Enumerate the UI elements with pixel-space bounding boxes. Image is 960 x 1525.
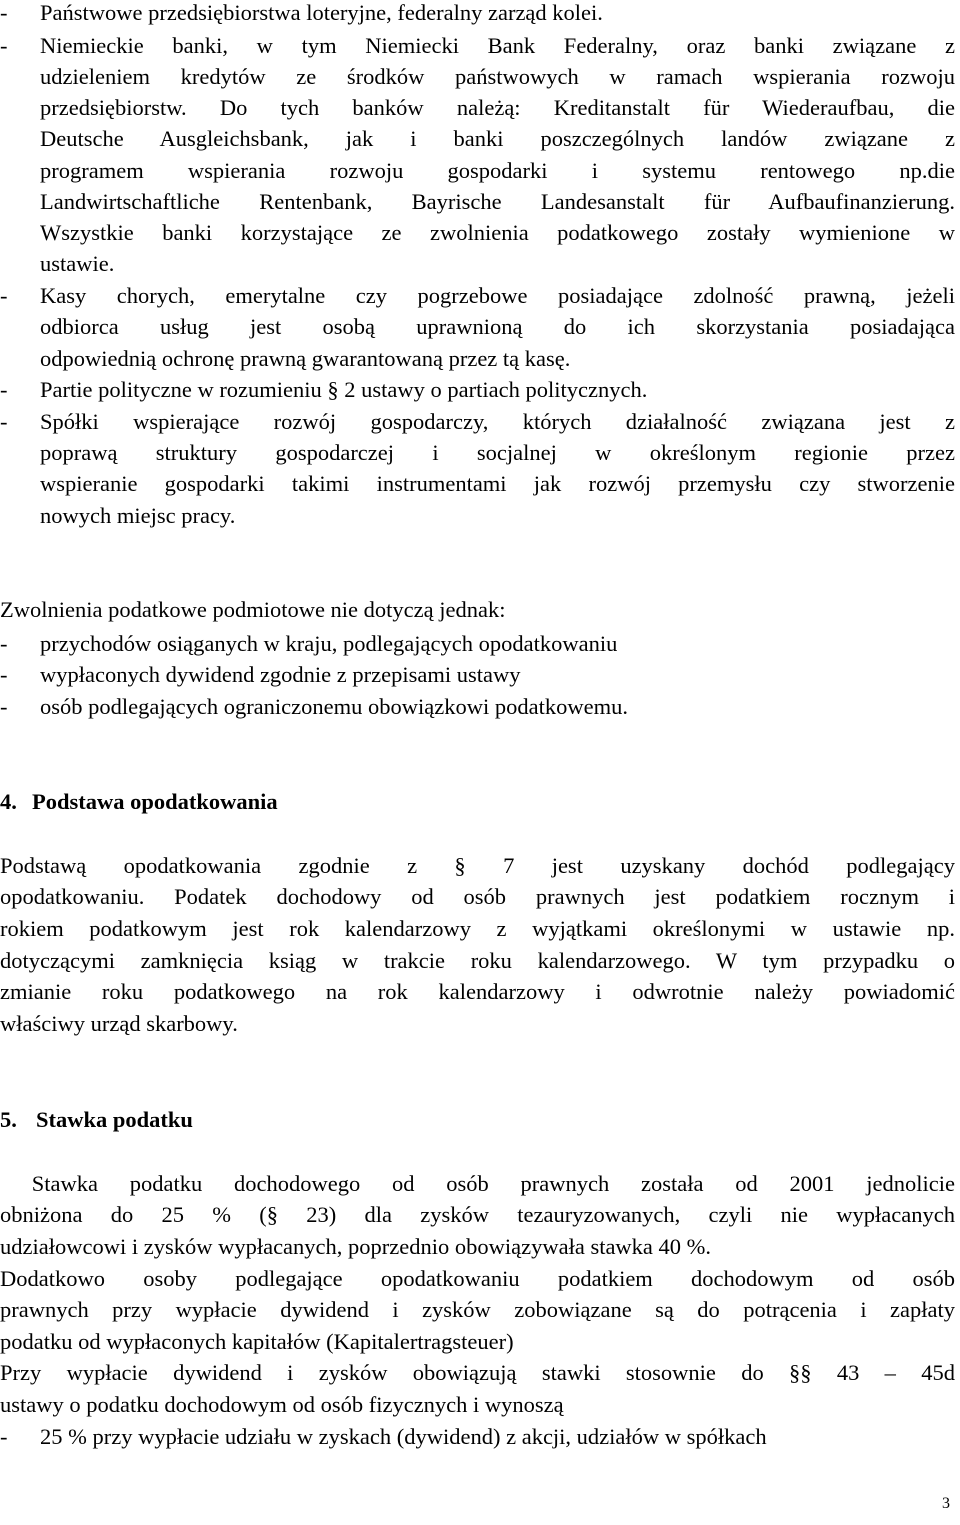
section-4-number: 4. — [0, 789, 17, 814]
bullet-text-health-funds: Kasy chorych, emerytalne czy pogrzebowe posiadające zdolność prawną, jeżeli — [40, 283, 955, 308]
paragraph-line: właściwy urząd skarbowy. — [0, 1011, 238, 1036]
bullet-dash: - — [0, 409, 8, 434]
bullet-text-dividend-rate: 25 % przy wypłacie udziału w zyskach (dywidend) z akcji, udziałów w spółkach — [40, 1424, 767, 1449]
bullet-dash: - — [0, 1424, 8, 1449]
paragraph-line: opodatkowaniu. Podatek dochodowy od osób prawnych jest podatkiem rocznym i — [0, 884, 955, 909]
paragraph-line: udzieleniem kredytów ze środków państwowych w ramach wspierania rozwoju — [40, 64, 955, 89]
bullet-text-political-parties: Partie polityczne w rozumieniu § 2 ustawy o partiach politycznych. — [40, 377, 648, 402]
section-5-number: 5. — [0, 1107, 17, 1132]
paragraph-line: nowych miejsc pracy. — [40, 503, 236, 528]
exemption-item: przychodów osiąganych w kraju, podlegających opodatkowaniu — [40, 631, 618, 656]
bullet-text-companies: Spółki wspierające rozwój gospodarczy, których działalność związana jest z — [40, 409, 955, 434]
paragraph-line: Stawka podatku dochodowego od osób prawnych została od 2001 jednolicie — [0, 1171, 955, 1196]
section-5-title: Stawka podatku — [36, 1107, 193, 1132]
paragraph-line: przedsiębiorstw. Do tych banków należą: Kreditanstalt für Wiederaufbau, die — [40, 95, 955, 120]
bullet-dash: - — [0, 694, 8, 719]
bullet-dash: - — [0, 631, 8, 656]
paragraph-line: Landwirtschaftliche Rentenbank, Bayrische Landesanstalt für Aufbaufinanzierung. — [40, 189, 955, 214]
paragraph-line: prawnych przy wypłacie dywidend i zysków zobowiązane są do potrącenia i zapłaty — [0, 1297, 955, 1322]
paragraph-line: dotyczącymi zamknięcia ksiąg w trakcie roku kalendarzowego. W tym przypadku o — [0, 948, 955, 973]
paragraph-line: Podstawą opodatkowania zgodnie z § 7 jest uzyskany dochód podlegający — [0, 853, 955, 878]
paragraph-line: ustawy o podatku dochodowym od osób fizycznych i wynoszą — [0, 1392, 564, 1417]
bullet-text-state-lotteries: Państwowe przedsiębiorstwa loteryjne, federalny zarząd kolei. — [40, 0, 603, 25]
paragraph-line: poprawą struktury gospodarczej i socjalnej w określonym regionie przez — [40, 440, 955, 465]
section-4-title: Podstawa opodatkowania — [32, 789, 278, 814]
exemption-item: osób podlegających ograniczonemu obowiązkowi podatkowemu. — [40, 694, 628, 719]
bullet-dash: - — [0, 377, 8, 402]
paragraph-line: zmianie roku podatkowego na rok kalendarzowy i odwrotnie należy powiadomić — [0, 979, 955, 1004]
bullet-dash: - — [0, 33, 8, 58]
paragraph-line: programem wspierania rozwoju gospodarki i systemu rentowego np.die — [40, 158, 955, 183]
bullet-dash: - — [0, 283, 8, 308]
bullet-dash: - — [0, 0, 8, 25]
paragraph-line: Deutsche Ausgleichsbank, jak i banki poszczególnych landów związane z — [40, 126, 955, 151]
paragraph-line: rokiem podatkowym jest rok kalendarzowy z wyjątkami określonymi w ustawie np. — [0, 916, 955, 941]
paragraph-line: Przy wypłacie dywidend i zysków obowiązują stawki stosownie do §§ 43 – 45d — [0, 1360, 955, 1385]
paragraph-line: Wszystkie banki korzystające ze zwolnienia podatkowego zostały wymienione w — [40, 220, 955, 245]
paragraph-line: podatku od wypłaconych kapitałów (Kapitalertragsteuer) — [0, 1329, 514, 1354]
bullet-text-german-banks: Niemieckie banki, w tym Niemiecki Bank Federalny, oraz banki związane z — [40, 33, 955, 58]
bullet-dash: - — [0, 662, 8, 687]
paragraph-line: ustawie. — [40, 251, 115, 276]
page-number: 3 — [942, 1495, 950, 1512]
paragraph-line: udziałowcowi i zysków wypłacanych, poprzednio obowiązywała stawka 40 %. — [0, 1234, 712, 1259]
paragraph-line: Dodatkowo osoby podlegające opodatkowaniu podatkiem dochodowym od osób — [0, 1266, 955, 1291]
paragraph-line: odpowiednią ochronę prawną gwarantowaną przez tą kasę. — [40, 346, 571, 371]
exemptions-intro: Zwolnienia podatkowe podmiotowe nie dotyczą jednak: — [0, 597, 506, 622]
paragraph-line: wspieranie gospodarki takimi instrumentami jak rozwój przemysłu czy stworzenie — [40, 471, 955, 496]
exemption-item: wypłaconych dywidend zgodnie z przepisami ustawy — [40, 662, 521, 687]
paragraph-line: obniżona do 25 % (§ 23) dla zysków tezauryzowanych, czyli nie wypłacanych — [0, 1202, 955, 1227]
paragraph-line: odbiorca usług jest osobą uprawnioną do ich skorzystania posiadająca — [40, 314, 955, 339]
